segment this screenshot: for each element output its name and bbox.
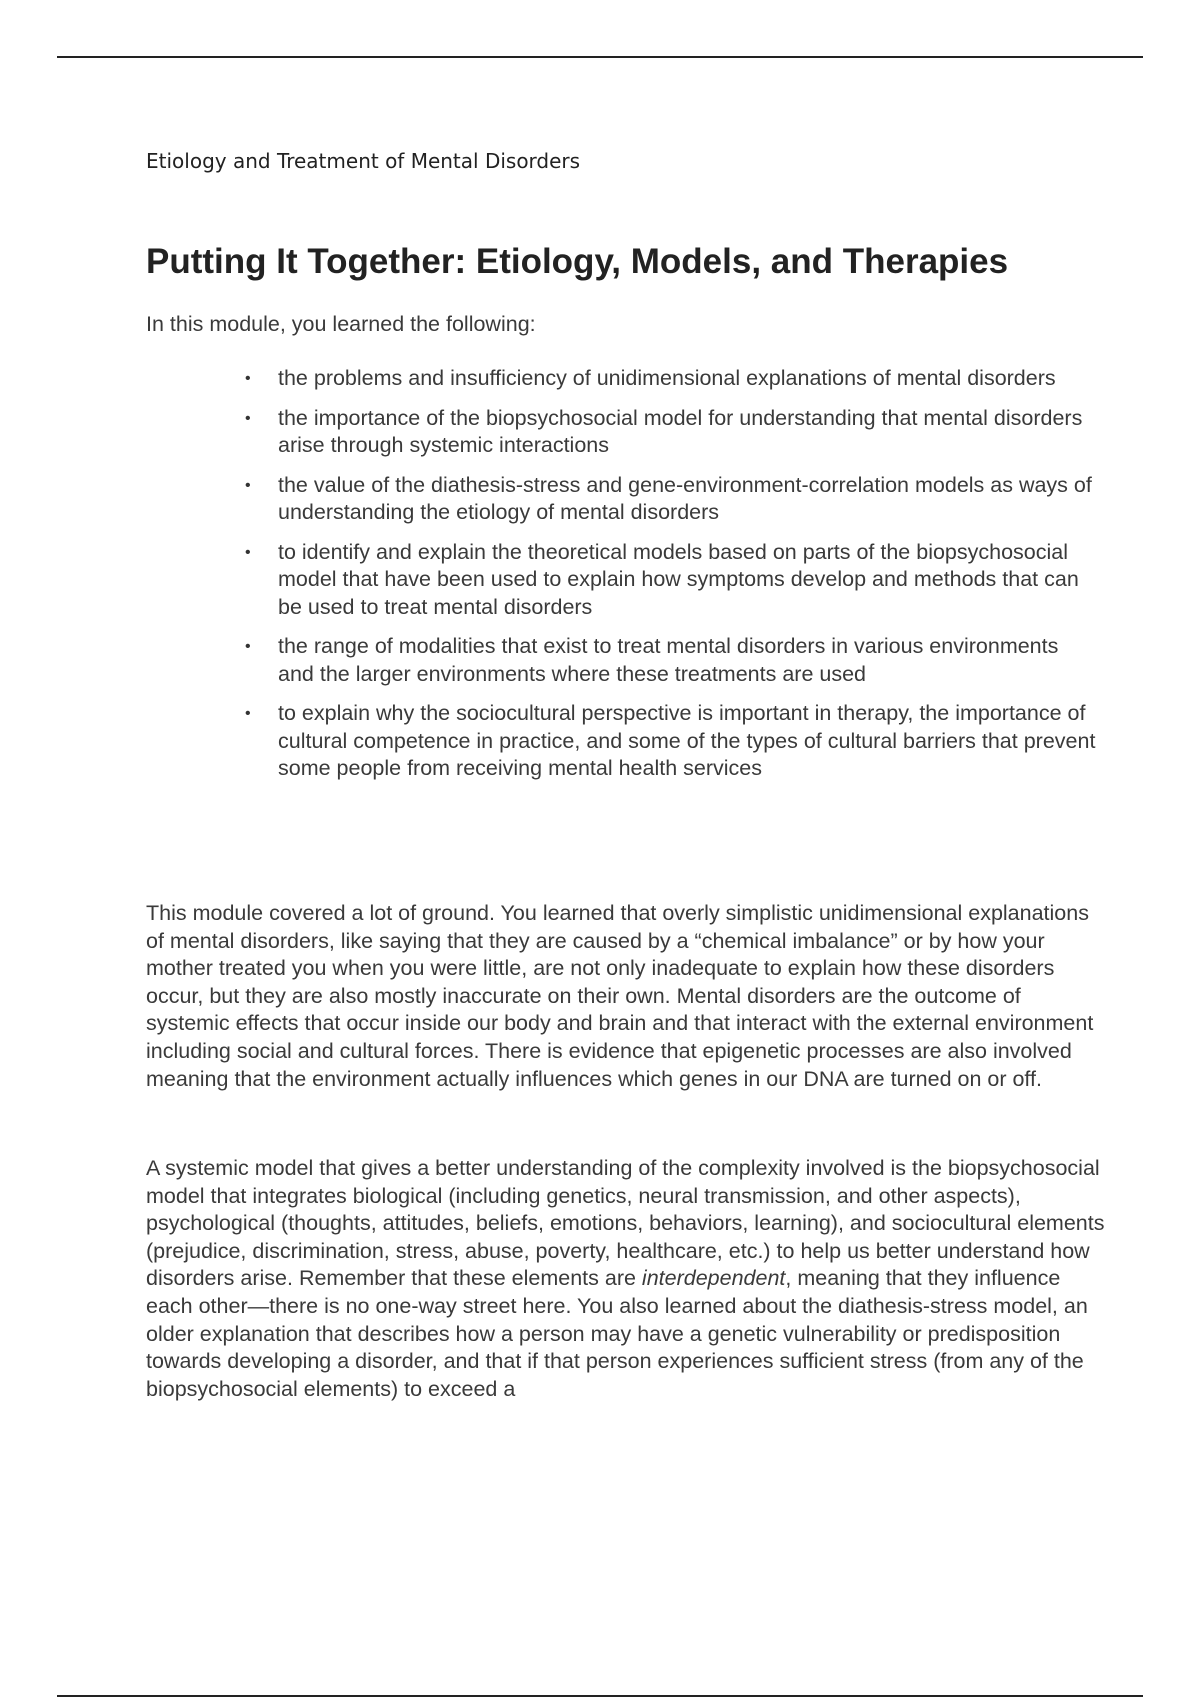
list-item-text: to identify and explain the theoretical models based on parts of the biopsychosocial model that have been used to explain how symptoms develop and methods that can be used to treat mental disorders xyxy=(278,539,1079,619)
summary-paragraph-2 xyxy=(146,1155,1106,1403)
bottom-rule xyxy=(57,1695,1143,1697)
bullet-icon: • xyxy=(245,705,251,722)
summary-paragraph-1: This module covered a lot of ground. You learned that overly simplistic unidimensional explanations of mental disorders, like saying that they are caused by a “chemical imbalance” or by how your mother treated you when you were little, are not only inadequate to explain how these disorders occur, but they are also mostly inaccurate on their own. Mental disorders are the outcome of systemic effects that occur inside our body and brain and that interact with the external environment including social and cultural forces. There is evidence that epigenetic processes are also involved meaning that the environment actually influences which genes in our DNA are turned on or off. xyxy=(146,901,1094,1091)
list-item-text: the importance of the biopsychosocial model for understanding that mental disorders arise through systemic interactions xyxy=(278,405,1083,457)
bullet-icon: • xyxy=(245,638,251,655)
document-body xyxy=(146,145,1105,1401)
list-item xyxy=(245,365,1098,393)
top-rule xyxy=(57,56,1143,58)
paragraph-text: , meaning that they influence each other—there is no one-way street here. You also learned about the diathesis-stress model, an older explanation that describes how a person may have a genetic vulnerability or predisposition towards developing a disorder, and that if that person experiences sufficient stress (from any of the biopsychosocial elements) to exceed a xyxy=(146,1266,1088,1401)
list-item-text: the problems and insufficiency of unidimensional explanations of mental disorders xyxy=(278,366,1056,390)
bullet-icon: • xyxy=(245,370,251,387)
bullet-icon: • xyxy=(245,476,251,494)
emphasis-text: interdependent xyxy=(641,1266,786,1291)
list-item-text: the value of the diathesis-stress and gene-environment-correlation models as ways of understanding the etiology of mental disorders xyxy=(278,472,1092,524)
bullet-icon: • xyxy=(245,543,251,561)
list-item-text: to explain why the sociocultural perspective is important in therapy, the importance of cultural competence in practice, and some of the types of cultural barriers that prevent some people from receiving mental health services xyxy=(278,701,1096,780)
intro-text: In this module, you learned the following: xyxy=(146,312,536,336)
list-item xyxy=(245,539,1098,622)
learning-objectives-list xyxy=(245,365,1098,795)
page-title: Putting It Together: Etiology, Models, and Therapies xyxy=(146,242,1009,281)
list-item xyxy=(245,700,1098,783)
list-item xyxy=(245,633,1098,688)
paragraph-text: A systemic model that gives a better understanding of the complexity involved is the biopsychosocial model that integrates biological (including genetics, neural transmission, and other aspects), psychological (thoughts, attitudes, beliefs, emotions, behaviors, learning), and sociocultural elements (prejudice, discrimination, stress, abuse, poverty, healthcare, etc.) to help us better understand how disorders arise. Remember that these elements are xyxy=(146,1156,1105,1291)
document-header: Etiology and Treatment of Mental Disorders xyxy=(146,149,581,173)
list-item-text: the range of modalities that exist to treat mental disorders in various environments and the larger environments where these treatments are used xyxy=(278,634,1059,686)
bullet-icon: • xyxy=(245,409,251,427)
list-item xyxy=(245,405,1098,460)
list-item xyxy=(245,472,1098,527)
